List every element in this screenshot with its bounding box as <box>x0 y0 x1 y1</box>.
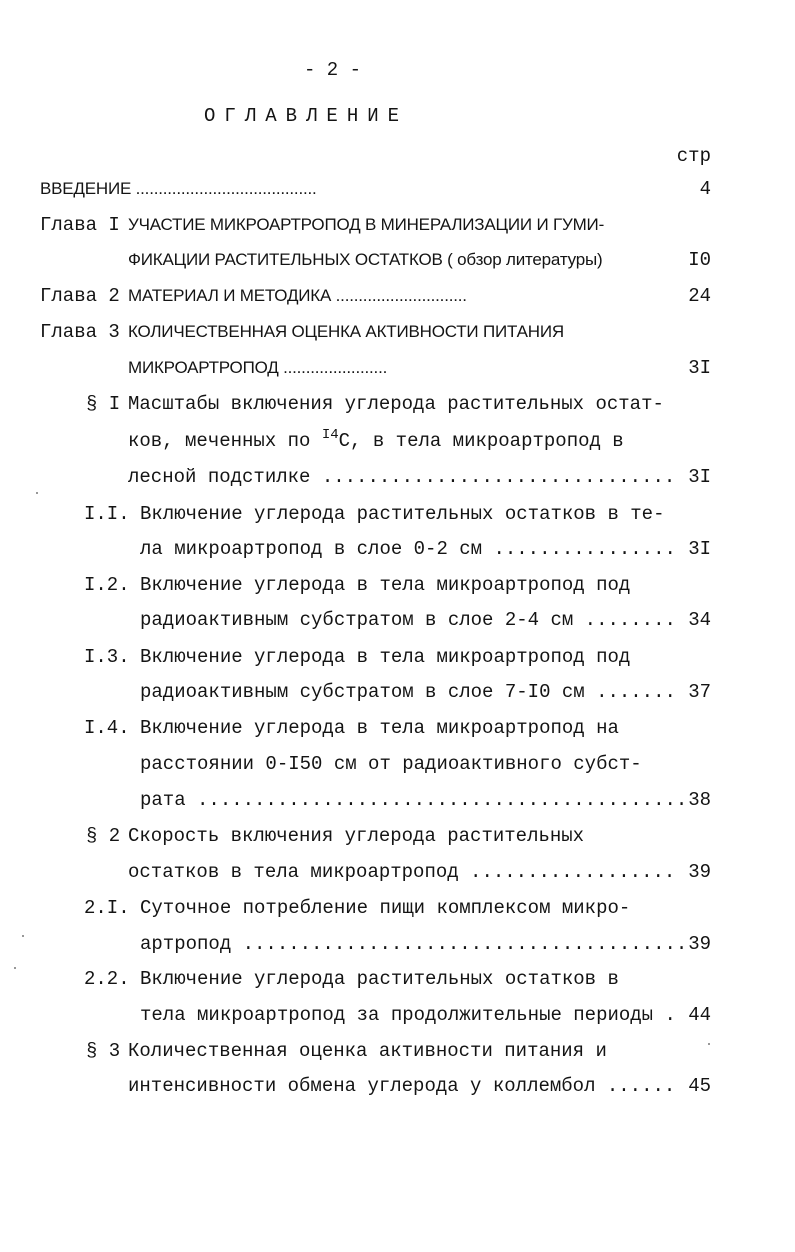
scan-speck <box>14 967 16 969</box>
toc-subsection-2-1-page: 39 <box>688 933 711 955</box>
toc-chapter-1-label: Глава I <box>40 214 120 236</box>
scan-speck <box>22 935 24 937</box>
toc-subsection-2-2-line-1: Включение углерода растительных остатков в <box>140 968 619 990</box>
toc-subsection-2-1-label: 2.I. <box>84 897 130 919</box>
page-number: - 2 - <box>304 59 362 81</box>
isotope-superscript: I4 <box>321 427 339 443</box>
toc-subsection-1-2-label: I.2. <box>84 574 130 596</box>
toc-chapter-3-page: 3I <box>688 357 711 379</box>
toc-subsection-1-1-page: 3I <box>688 538 711 560</box>
scan-speck <box>708 1043 710 1045</box>
toc-subsection-2-1-line-2: артропод ....................................... <box>140 933 688 955</box>
toc-section-3-line-1: Количественная оценка активности питания и <box>128 1040 607 1062</box>
toc-section-3-page: 45 <box>688 1075 711 1097</box>
toc-chapter-3-line-2: МИКРОАРТРОПОД ....................... <box>128 358 388 377</box>
toc-section-3-line-2: интенсивности обмена углерода у коллембол ...... <box>128 1075 676 1097</box>
toc-subsection-1-3-line-2: радиоактивным субстратом в слое 7-I0 см ....... <box>140 681 676 703</box>
page-column-label: стр <box>676 145 711 167</box>
page-title: ОГЛАВЛЕНИЕ <box>204 105 409 127</box>
toc-subsection-1-1-line-2: ла микроартропод в слое 0-2 см ................ <box>140 538 676 560</box>
toc-section-1-line-2: ков, меченных по $^{I4}$C, в тела микроартропод в <box>128 427 624 452</box>
toc-subsection-1-3-page: 37 <box>688 681 711 703</box>
toc-chapter-2-label: Глава 2 <box>40 285 120 307</box>
toc-section-1-line-3: лесной подстилке ............................... <box>128 466 676 488</box>
toc-subsection-2-2-page: 44 <box>688 1004 711 1026</box>
toc-subsection-1-2-page: 34 <box>688 609 711 631</box>
toc-subsection-2-2-label: 2.2. <box>84 968 130 990</box>
toc-subsection-1-2-line-1: Включение углерода в тела микроартропод под <box>140 574 631 596</box>
toc-chapter-3-line-1: КОЛИЧЕСТВЕННАЯ ОЦЕНКА АКТИВНОСТИ ПИТАНИЯ <box>128 322 564 341</box>
toc-chapter-1-page: I0 <box>688 249 711 271</box>
toc-subsection-1-2-line-2: радиоактивным субстратом в слое 2-4 см ........ <box>140 609 676 631</box>
toc-subsection-1-4-line-3: рата ........................................... <box>140 789 688 811</box>
toc-subsection-1-4-line-1: Включение углерода в тела микроартропод на <box>140 717 619 739</box>
toc-section-1-label: § I <box>86 393 121 415</box>
toc-section-1-line-1: Масштабы включения углерода растительных остат- <box>128 393 664 415</box>
toc-chapter-2-page: 24 <box>688 285 711 307</box>
toc-chapter-1-line-1: УЧАСТИЕ МИКРОАРТРОПОД В МИНЕРАЛИЗАЦИИ И ГУМИ- <box>128 215 605 234</box>
toc-subsection-1-4-line-2: расстоянии 0-I50 см от радиоактивного субст- <box>140 753 642 775</box>
toc-entry-intro-text: ВВЕДЕНИЕ ........................................ <box>40 179 317 198</box>
toc-section-2-page: 39 <box>688 861 711 883</box>
toc-entry-intro-page: 4 <box>699 178 711 200</box>
toc-subsection-2-1-line-1: Суточное потребление пищи комплексом микро- <box>140 897 631 919</box>
toc-subsection-1-1-label: I.I. <box>84 503 130 525</box>
toc-section-3-label: § 3 <box>86 1040 121 1062</box>
toc-subsection-2-2-line-2: тела микроартропод за продолжительные периоды . <box>140 1004 676 1026</box>
toc-subsection-1-3-line-1: Включение углерода в тела микроартропод под <box>140 646 631 668</box>
toc-section-2-line-2: остатков в тела микроартропод .................. <box>128 861 676 883</box>
toc-chapter-2-line-1: МАТЕРИАЛ И МЕТОДИКА ............................. <box>128 286 467 305</box>
toc-subsection-1-4-page: 38 <box>688 789 711 811</box>
toc-chapter-1-line-2: ФИКАЦИИ РАСТИТЕЛЬНЫХ ОСТАТКОВ ( обзор литературы) <box>128 250 603 269</box>
toc-section-2-line-1: Скорость включения углерода растительных <box>128 825 585 847</box>
toc-section-1-page: 3I <box>688 466 711 488</box>
toc-section-2-label: § 2 <box>86 825 121 847</box>
toc-subsection-1-1-line-1: Включение углерода растительных остатков в те- <box>140 503 665 525</box>
toc-subsection-1-3-label: I.3. <box>84 646 130 668</box>
toc-chapter-3-label: Глава 3 <box>40 321 120 343</box>
scan-speck <box>36 492 38 494</box>
toc-subsection-1-4-label: I.4. <box>84 717 130 739</box>
